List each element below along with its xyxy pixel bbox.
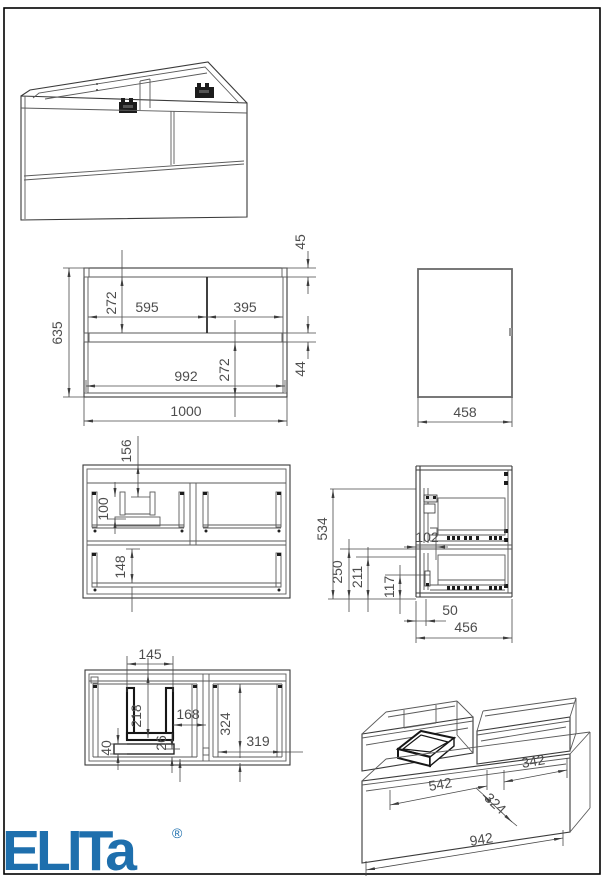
dim-section-inner-height: 534 <box>314 517 330 541</box>
dim-front-right-opening: 395 <box>233 299 257 315</box>
front-divider <box>171 111 174 165</box>
dim-front-mid-rail: 44 <box>292 361 308 377</box>
slide-rail-holes <box>447 536 502 540</box>
upper-right-drawer-box <box>203 492 281 533</box>
siphon-cover-insert <box>398 731 454 766</box>
dim-interior-lower-height: 148 <box>112 555 128 579</box>
dim-3d-upper-right-width: 342 <box>520 751 547 771</box>
siphon-notch-wall <box>166 688 173 738</box>
dim-front-total-width: 1000 <box>170 403 202 419</box>
dim-front-left-opening: 595 <box>135 299 159 315</box>
dim-top-left-opening: 168 <box>176 706 200 722</box>
view-side-section <box>314 466 512 643</box>
dim-top-notch-width: 145 <box>138 646 162 662</box>
view-front-elevation <box>49 234 316 426</box>
dim-section-front-gap: 50 <box>442 602 458 618</box>
dim-section-117: 117 <box>381 575 397 599</box>
dim-front-top-rail: 45 <box>292 234 308 250</box>
dim-top-notch-front: 40 <box>98 740 114 756</box>
dim-3d-upper-left-width: 542 <box>427 774 454 794</box>
right-mount-bracket-icon <box>195 83 214 98</box>
dim-interior-upper-height: 100 <box>95 497 111 521</box>
view-cabinet-3d <box>21 62 247 220</box>
dim-front-right-depth: 272 <box>216 358 232 382</box>
view-top-plan <box>85 646 303 782</box>
drawer3d-upper-left <box>362 701 473 771</box>
view-side <box>418 269 512 427</box>
dim-top-right-opening: 319 <box>246 733 270 749</box>
registered-mark: ® <box>172 825 183 841</box>
dim-side-depth: 458 <box>453 404 477 420</box>
dim-section-211: 211 <box>349 565 365 589</box>
dim-section-inner-depth: 456 <box>454 619 478 635</box>
dim-front-height: 635 <box>49 321 65 345</box>
dim-section-250: 250 <box>329 560 345 584</box>
brand-logo-text: ELITa <box>2 819 133 883</box>
slide-rail-holes <box>447 586 502 590</box>
dim-3d-drawer-depth: 324 <box>481 789 510 818</box>
dim-front-left-depth: 272 <box>103 291 119 315</box>
dim-interior-top-offset: 156 <box>118 439 134 463</box>
view-interior-front <box>83 436 290 612</box>
dim-top-notch-depth: 218 <box>128 704 144 728</box>
dim-3d-lower-width: 942 <box>468 829 495 849</box>
dim-top-front-gap: 26 <box>153 735 169 751</box>
dim-top-drawer-depth: 324 <box>217 712 233 736</box>
view-drawers-3d <box>362 698 590 876</box>
dim-section-slide-setback: 102 <box>415 529 439 545</box>
dim-front-inner-width: 992 <box>174 368 198 384</box>
